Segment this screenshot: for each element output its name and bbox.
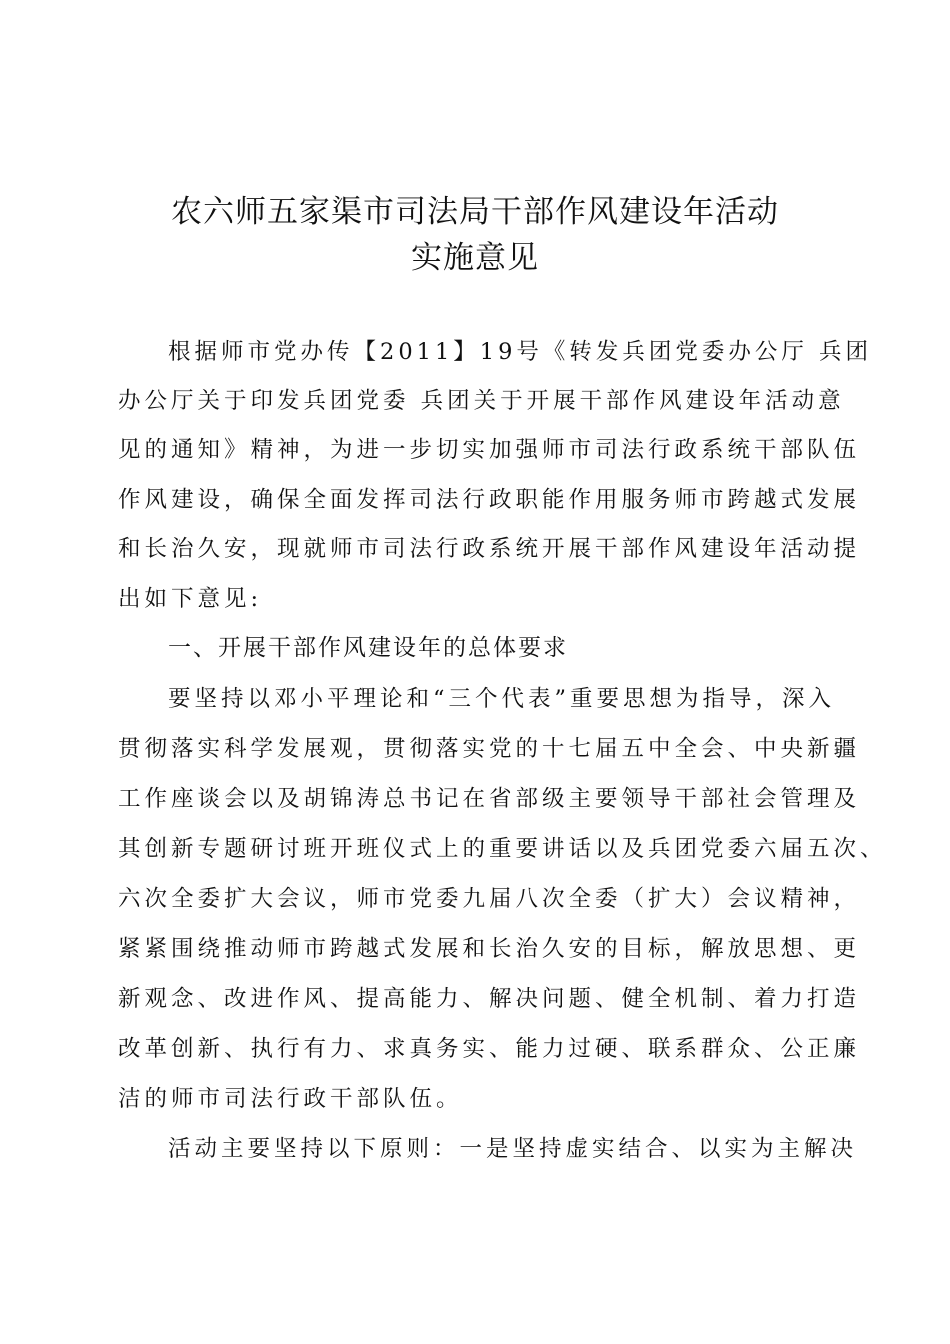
- paragraph-1-line-4: 作风建设，确保全面发挥司法行政职能作用服务师市跨越式发展: [118, 487, 861, 513]
- paragraph-2-line-1: 要坚持以邓小平理论和“三个代表”重要思想为指导，深入: [168, 686, 836, 712]
- paragraph-2-line-6: 紧紧围绕推动师市跨越式发展和长治久安的目标，解放思想、更: [118, 936, 861, 962]
- paragraph-2-line-4: 其创新专题研讨班开班仪式上的重要讲话以及兵团党委六届五次、: [118, 836, 887, 862]
- paragraph-1-line-3: 见的通知》精神，为进一步切实加强师市司法行政系统干部队伍: [118, 437, 861, 463]
- paragraph-1-line-1: 根据师市党办传【2011】19号《转发兵团党委办公厅 兵团: [168, 339, 873, 365]
- paragraph-2-line-8: 改革创新、执行有力、求真务实、能力过硬、联系群众、公正廉: [118, 1036, 861, 1062]
- paragraph-2-line-7: 新观念、改进作风、提高能力、解决问题、健全机制、着力打造: [118, 986, 861, 1012]
- document-title-line-2: 实施意见: [411, 240, 539, 276]
- paragraph-2-line-9: 洁的师市司法行政干部队伍。: [118, 1086, 463, 1112]
- paragraph-1-line-2: 办公厅关于印发兵团党委 兵团关于开展干部作风建设年活动意: [118, 388, 845, 414]
- paragraph-1-line-5: 和长治久安，现就师市司法行政系统开展干部作风建设年活动提: [118, 536, 861, 562]
- paragraph-2-line-3: 工作座谈会以及胡锦涛总书记在省部级主要领导干部社会管理及: [118, 786, 861, 812]
- section-heading-1: 一、开展干部作风建设年的总体要求: [168, 635, 568, 661]
- document-title-line-1: 农六师五家渠市司法局干部作风建设年活动: [171, 194, 779, 230]
- paragraph-1-line-6: 出如下意见:: [118, 586, 263, 612]
- paragraph-3-line-1: 活动主要坚持以下原则：一是坚持虚实结合、以实为主解决: [168, 1136, 858, 1162]
- paragraph-2-line-5: 六次全委扩大会议，师市党委九届八次全委（扩大）会议精神，: [118, 886, 861, 912]
- paragraph-2-line-2: 贯彻落实科学发展观，贯彻落实党的十七届五中全会、中央新疆: [118, 736, 861, 762]
